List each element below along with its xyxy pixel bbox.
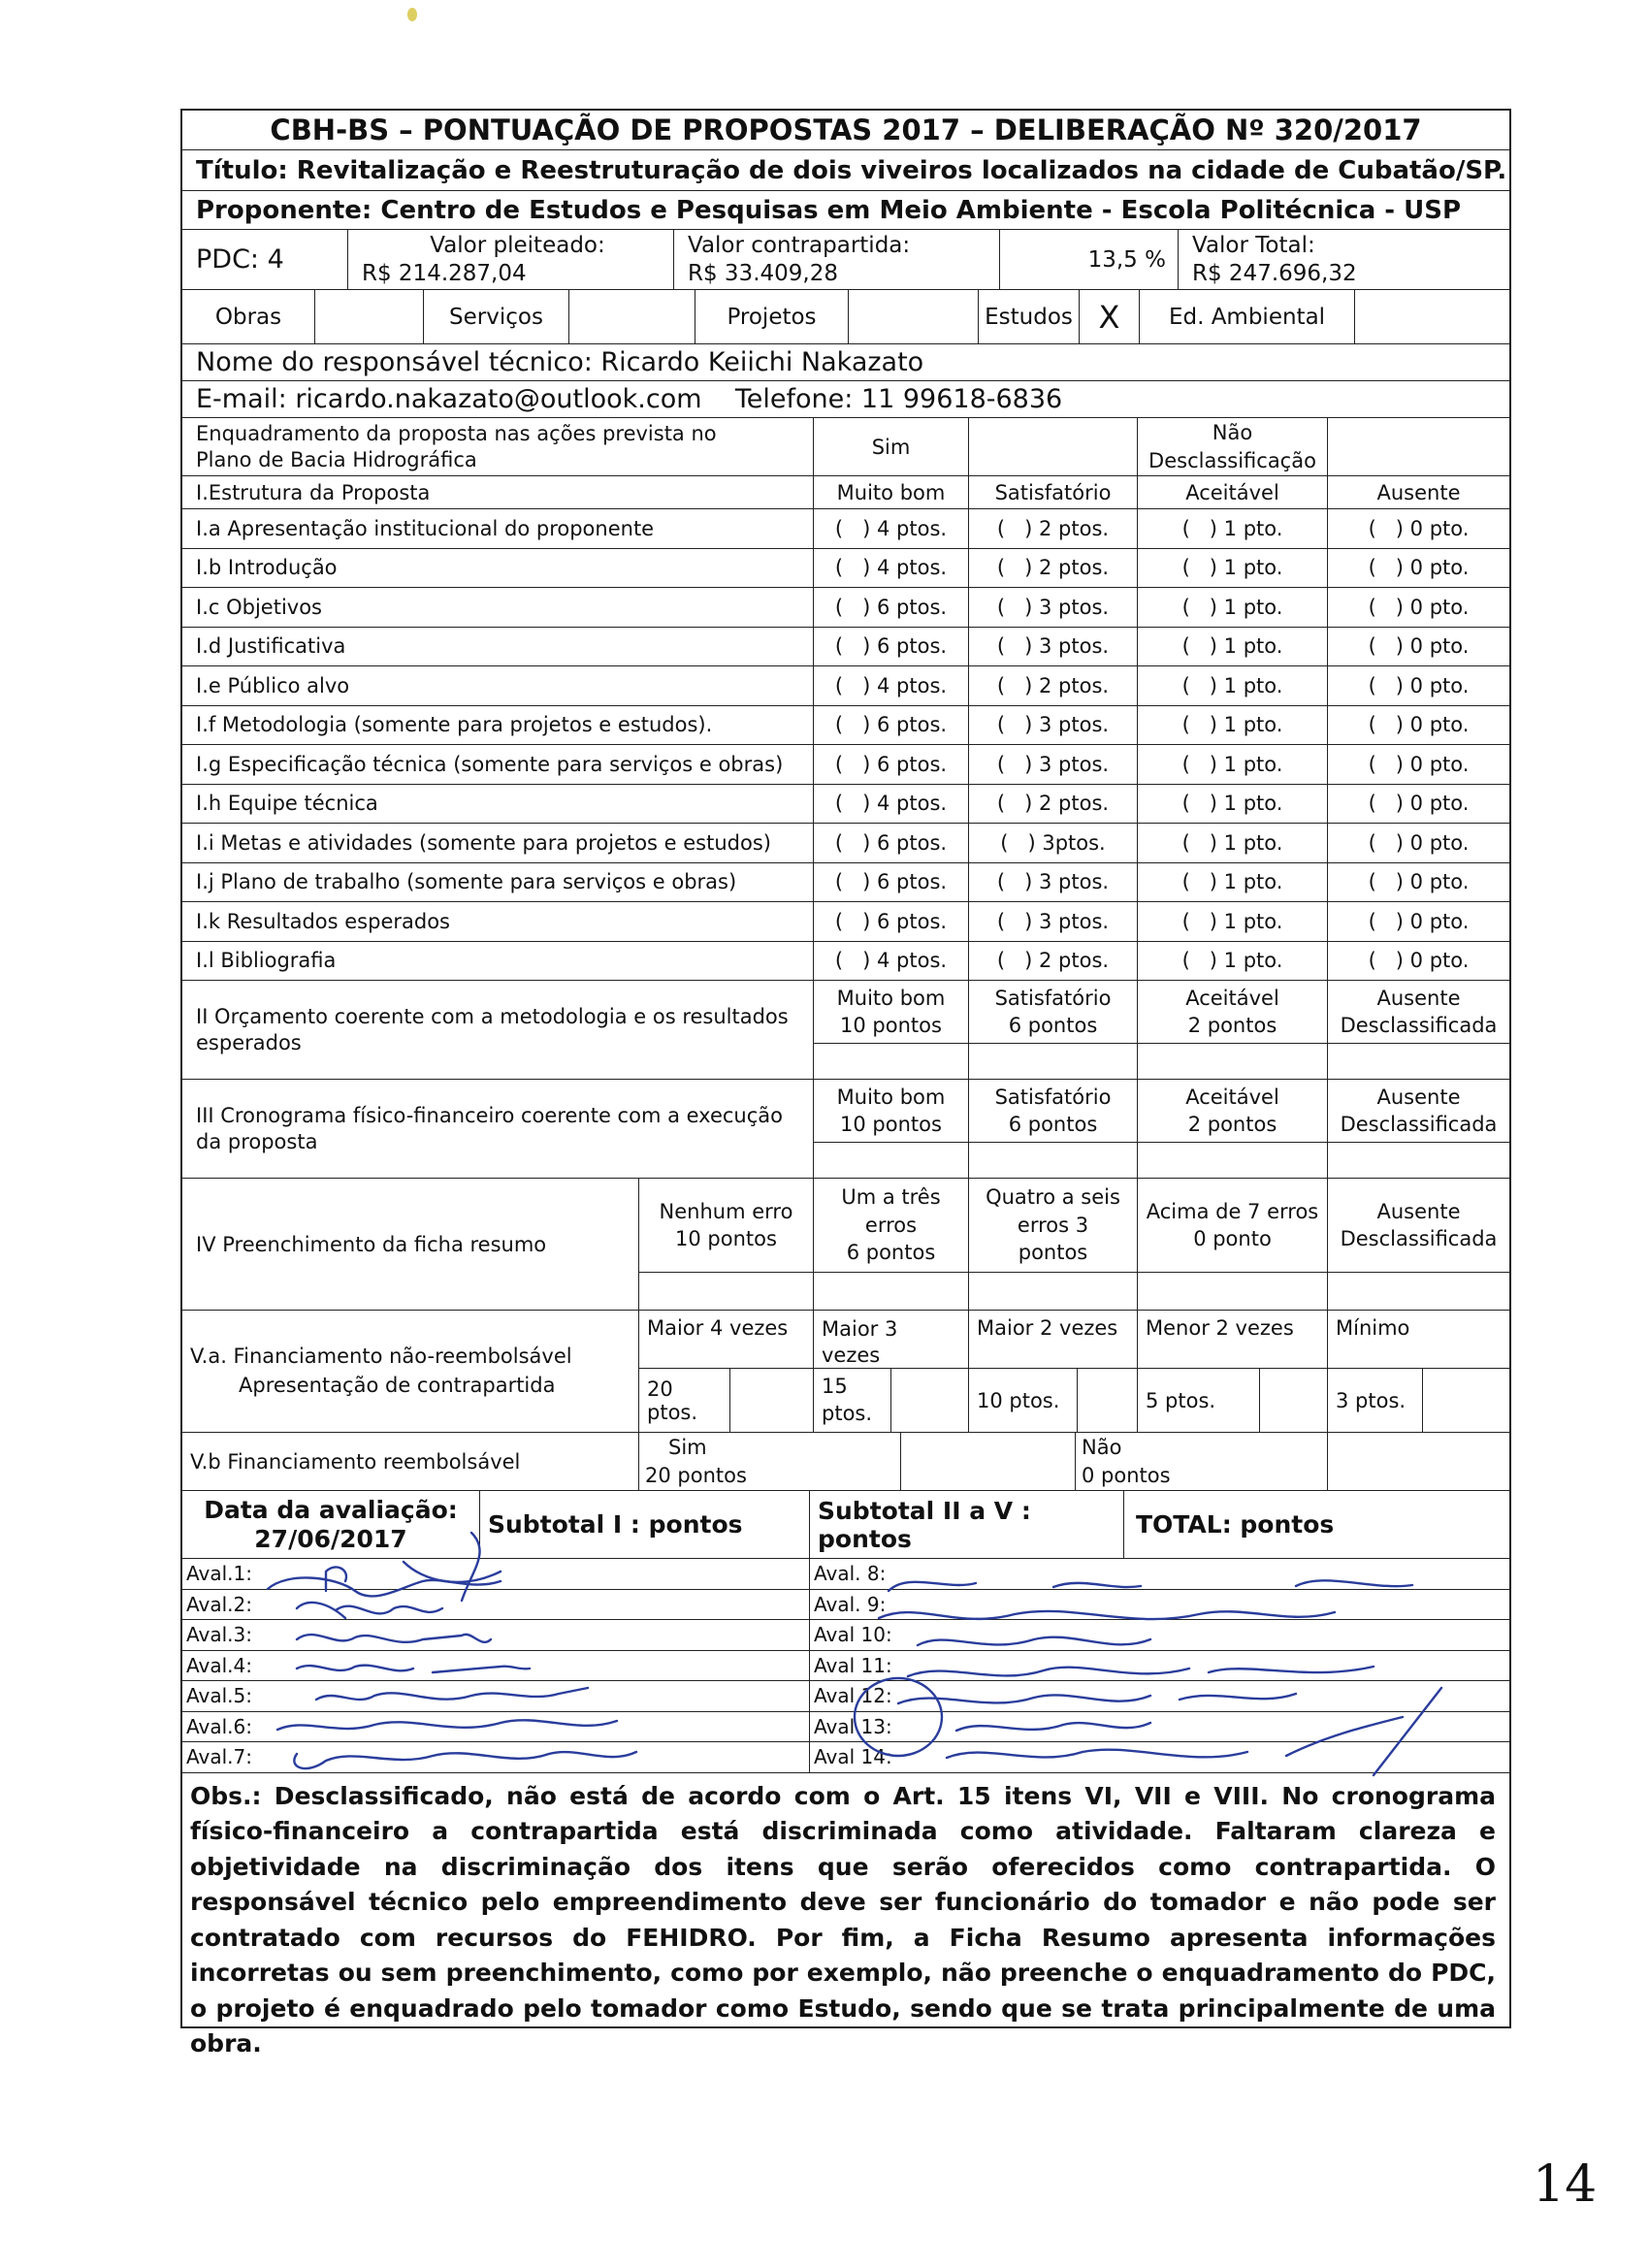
fin-h-menor2: Menor 2 vezes [1137, 1311, 1327, 1369]
criteria-row [182, 823, 1509, 862]
signature-aval-12 [898, 1694, 1296, 1703]
criteria-row [182, 587, 1509, 627]
orcamento-c3b: 2 pontos [1187, 1014, 1277, 1037]
orcamento-ausente-text [1328, 981, 1509, 1044]
signature-aval-5 [316, 1688, 588, 1700]
cat-servicos-box [568, 290, 695, 343]
enquadramento-desclass: Desclassificação [1148, 448, 1316, 472]
aval-right-label: Aval 10: [814, 1623, 892, 1647]
aval-left-label: Aval.2: [186, 1592, 252, 1616]
aval-right-label: Aval 13: [814, 1714, 892, 1738]
option-satisfatorio[interactable]: ( ) 3 ptos. [968, 628, 1137, 666]
enquadramento-label [182, 418, 813, 475]
cat-projetos-box [848, 290, 978, 343]
fin-h-maior3-a: Maior 3 [822, 1317, 898, 1341]
orcamento-c2b: 6 pontos [1008, 1014, 1098, 1037]
cat-obras-box [314, 290, 423, 343]
cronograma-c1b: 10 pontos [840, 1113, 942, 1136]
signature-aval-10 [918, 1637, 1150, 1645]
proponente: Proponente: Centro de Estudos e Pesquisas em Meio Ambiente - Escola Politécnica - USP [196, 195, 1462, 225]
criteria-label: I.i Metas e atividades (somente para projetos e estudos) [196, 830, 771, 855]
criteria-row [182, 784, 1509, 824]
option-ausente[interactable]: ( ) 0 pto. [1327, 902, 1509, 941]
header-muito-bom: Muito bom [813, 476, 968, 508]
signature-aval-8 [889, 1580, 1412, 1591]
option-ausente[interactable]: ( ) 0 pto. [1327, 942, 1509, 981]
cronograma-ausente [1327, 1080, 1509, 1178]
signature-aval-2 [297, 1603, 442, 1618]
aval-right-label: Aval 14: [814, 1745, 892, 1769]
option-satisfatorio[interactable]: ( ) 3 ptos. [968, 745, 1137, 784]
criteria-row [182, 941, 1509, 981]
contato-row [182, 380, 1509, 417]
option-aceitavel[interactable]: ( ) 1 pto. [1137, 902, 1327, 941]
obs-text: Obs.: Desclassificado, não está de acordo com o Art. 15 itens VI, VII e VIII. No cronograma físico-financeiro a contrapartida está discriminada como atividade. Faltaram clareza e objetividade na discriminação dos itens que serão oferecidos como contrapartida. O responsável técnico pelo empreendimento deve ser funcionário do tomador e não pode ser contratado com recursos do FEHIDRO. Por fim, a Ficha Resumo apresenta informações incorretas ou sem preenchimento, como por exemplo, não preenche o enquadramento do PDC, o projeto é enquadrado pelo tomador como Estudo, sendo que se trata principalmente de uma obra. [190, 1781, 1496, 2057]
valor-contrapartida: R$ 33.409,28 [688, 260, 838, 286]
aval-right-label: Aval. 9: [814, 1592, 887, 1616]
cronograma-muito-bom-text [814, 1080, 968, 1143]
valor-contrapartida-cell [673, 230, 999, 289]
preenchimento-nenhum [638, 1179, 813, 1310]
valor-total-cell [1178, 230, 1509, 289]
cat-ed-ambiental-box [1354, 290, 1509, 343]
signature-aval-7 [294, 1752, 636, 1768]
cronograma-aceitavel-text [1138, 1080, 1327, 1143]
criteria-row [182, 901, 1509, 941]
preenchimento-c2a: Quatro a seis [986, 1185, 1120, 1210]
cronograma-aceitavel [1137, 1080, 1327, 1178]
orcamento-aceitavel-text [1138, 981, 1327, 1044]
preenchimento-c0b: 10 pontos [675, 1227, 777, 1250]
option-ausente[interactable]: ( ) 0 pto. [1327, 785, 1509, 824]
preenchimento-quatro-a-seis [968, 1179, 1137, 1310]
preenchimento-um-a-tres-text [814, 1179, 968, 1273]
category-row [182, 289, 1509, 343]
orcamento-line1: II Orçamento coerente com a metodologia e os resultados [196, 1005, 789, 1029]
valor-pleiteado-label: Valor pleiteado: [430, 232, 605, 258]
orcamento-label [182, 981, 813, 1079]
preenchimento-ausente-text [1328, 1179, 1509, 1273]
orcamento-line2: esperados [196, 1030, 302, 1054]
criteria-row [182, 548, 1509, 588]
option-aceitavel[interactable]: ( ) 1 pto. [1137, 785, 1327, 824]
cat-estudos: Estudos [978, 290, 1079, 343]
preenchimento-c1c: 6 pontos [846, 1241, 936, 1265]
fin-v-15-a: 15 [822, 1375, 848, 1399]
criteria-row [182, 744, 1509, 784]
fin-h-maior4: Maior 4 vezes [638, 1311, 813, 1369]
option-aceitavel[interactable]: ( ) 1 pto. [1137, 666, 1327, 705]
option-satisfatorio[interactable]: ( ) 2 ptos. [968, 942, 1137, 981]
orcamento-muito-bom [813, 981, 968, 1079]
values-row [182, 229, 1509, 289]
financiamento-nr-line2: Apresentação de contrapartida [239, 1373, 556, 1397]
fin-h-maior3-b: vezes [822, 1344, 881, 1368]
option-aceitavel[interactable]: ( ) 1 pto. [1137, 628, 1327, 666]
preenchimento-c4a: Ausente [1376, 1199, 1461, 1223]
financiamento-r-nao-label: Não [1082, 1436, 1122, 1460]
financiamento-r-label: V.b Financiamento reembolsável [190, 1449, 521, 1474]
header-aceitavel: Aceitável [1137, 476, 1327, 508]
criteria-row [182, 705, 1509, 745]
option-satisfatorio[interactable]: ( ) 3 ptos. [968, 706, 1137, 745]
option-muito-bom[interactable]: ( ) 6 ptos. [813, 902, 968, 941]
percent: 13,5 % [999, 230, 1178, 289]
fin-v-5-box[interactable] [1259, 1369, 1327, 1432]
preenchimento-c2b: erros 3 [1017, 1213, 1089, 1237]
criteria-label: I.c Objetivos [196, 595, 322, 619]
option-aceitavel[interactable]: ( ) 1 pto. [1137, 863, 1327, 902]
financiamento-r-nao-box[interactable] [1327, 1433, 1509, 1490]
cat-projetos: Projetos [695, 290, 848, 343]
cronograma-line2: da proposta [196, 1129, 318, 1153]
option-ausente[interactable]: ( ) 0 pto. [1327, 824, 1509, 862]
option-muito-bom[interactable]: ( ) 6 ptos. [813, 863, 968, 902]
option-satisfatorio[interactable]: ( ) 3 ptos. [968, 588, 1137, 627]
option-aceitavel[interactable]: ( ) 1 pto. [1137, 745, 1327, 784]
project-title: Título: Revitalização e Reestruturação de dois viveiros localizados na cidade de Cubatão/SP. [196, 155, 1507, 185]
fin-v-20: 20 ptos. [638, 1369, 729, 1432]
preenchimento-c4b: Desclassificada [1340, 1227, 1498, 1250]
enquadramento-nao-cell [1137, 418, 1327, 475]
preenchimento-nenhum-text [639, 1179, 813, 1273]
orcamento-c1a: Muito bom [836, 986, 946, 1010]
criteria-label: I.f Metodologia (somente para projetos e estudos). [196, 713, 713, 737]
cronograma-label [182, 1080, 813, 1178]
valor-pleiteado: R$ 214.287,04 [362, 260, 527, 286]
option-aceitavel[interactable]: ( ) 1 pto. [1137, 509, 1327, 548]
cronograma-ausente-text [1328, 1080, 1509, 1143]
option-ausente[interactable]: ( ) 0 pto. [1327, 863, 1509, 902]
preenchimento-c1a: Um a três [841, 1185, 941, 1210]
criteria-label: I.e Público alvo [196, 673, 350, 697]
aval-left-label: Aval.1: [186, 1562, 252, 1586]
signature-aval-6 [277, 1720, 617, 1730]
fin-v-15-b: ptos. [822, 1401, 873, 1425]
criteria-row [182, 627, 1509, 666]
orcamento-row [182, 980, 1509, 1079]
financiamento-r-sim-box[interactable] [900, 1433, 1075, 1490]
option-aceitavel[interactable]: ( ) 1 pto. [1137, 549, 1327, 588]
date-scribble [404, 1533, 501, 1601]
criteria-label: I.a Apresentação institucional do proponente [196, 516, 655, 540]
financiamento-nr-label [182, 1311, 638, 1432]
option-ausente[interactable]: ( ) 0 pto. [1327, 588, 1509, 627]
signature-aval-3 [297, 1635, 491, 1642]
fin-v-15 [813, 1369, 890, 1432]
pdc: PDC: 4 [196, 244, 284, 275]
enquadramento-sim: Sim [813, 418, 968, 475]
criteria-label: I.g Especificação técnica (somente para serviços e obras) [196, 752, 784, 776]
orcamento-muito-bom-text [814, 981, 968, 1044]
orcamento-ausente [1327, 981, 1509, 1079]
fin-h-minimo: Mínimo [1327, 1311, 1509, 1369]
cat-ed-ambiental: Ed. Ambiental [1139, 290, 1354, 343]
financiamento-r-nao-pts: 0 pontos [1082, 1463, 1171, 1487]
aval-right-label: Aval 11: [814, 1653, 892, 1677]
orcamento-c1b: 10 pontos [840, 1014, 942, 1037]
option-muito-bom[interactable]: ( ) 6 ptos. [813, 745, 968, 784]
estrutura-header-row [182, 475, 1509, 508]
option-muito-bom[interactable]: ( ) 6 ptos. [813, 706, 968, 745]
preenchimento-c2c: pontos [1018, 1241, 1088, 1265]
preenchimento-c1b: erros [864, 1213, 918, 1237]
financiamento-r-sim-pts: 20 pontos [645, 1463, 747, 1487]
enquadramento-line1: Enquadramento da proposta nas ações prevista no [196, 422, 717, 446]
option-ausente[interactable]: ( ) 0 pto. [1327, 509, 1509, 548]
preenchimento-row [182, 1178, 1509, 1310]
option-aceitavel[interactable]: ( ) 1 pto. [1137, 588, 1327, 627]
estrutura-label: I.Estrutura da Proposta [196, 480, 431, 504]
option-muito-bom[interactable]: ( ) 6 ptos. [813, 824, 968, 862]
valor-pleiteado-cell [347, 230, 673, 289]
proponente-row [182, 190, 1509, 229]
preenchimento-c3a: Acima de 7 erros [1146, 1199, 1319, 1223]
aval-right-label: Aval. 8: [814, 1562, 887, 1586]
signature-aval-13 [956, 1723, 1150, 1731]
orcamento-c3a: Aceitável [1185, 986, 1279, 1010]
valor-contrapartida-label: Valor contrapartida: [688, 232, 911, 258]
cronograma-muito-bom [813, 1080, 968, 1178]
option-satisfatorio[interactable]: ( ) 2 ptos. [968, 785, 1137, 824]
cronograma-satisfatorio [968, 1080, 1137, 1178]
preenchimento-acima-7-text [1138, 1179, 1327, 1273]
valor-total: R$ 247.696,32 [1192, 260, 1357, 286]
data-label: Data da avaliação: [204, 1495, 458, 1524]
enquadramento-nao: Não [1212, 421, 1253, 445]
option-satisfatorio[interactable]: ( ) 2 ptos. [968, 666, 1137, 705]
cat-estudos-mark: X [1079, 290, 1139, 343]
cronograma-c3a: Aceitável [1185, 1085, 1279, 1109]
form-title-row [182, 111, 1509, 149]
criteria-label: I.b Introdução [196, 556, 338, 580]
cat-obras: Obras [214, 304, 282, 330]
option-aceitavel[interactable]: ( ) 1 pto. [1137, 942, 1327, 981]
option-ausente[interactable]: ( ) 0 pto. [1327, 628, 1509, 666]
orcamento-satisfatorio [968, 981, 1137, 1079]
option-muito-bom[interactable]: ( ) 4 ptos. [813, 785, 968, 824]
fin-v-10-box[interactable] [1077, 1369, 1137, 1432]
financiamento-r-sim [638, 1433, 900, 1490]
criteria-label: I.k Resultados esperados [196, 909, 450, 933]
signature-aval-4 [297, 1666, 530, 1672]
cronograma-c4b: Desclassificada [1340, 1113, 1498, 1136]
aval-left-label: Aval.4: [186, 1653, 252, 1677]
signature-aval-11 [908, 1667, 1374, 1676]
option-satisfatorio[interactable]: ( ) 2 ptos. [968, 509, 1137, 548]
fin-v-5: 5 ptos. [1137, 1369, 1259, 1432]
aval-right-label: Aval 12: [814, 1684, 892, 1708]
cronograma-line1: III Cronograma físico-financeiro coerente com a execução [196, 1104, 783, 1128]
contato: E-mail: ricardo.nakazato@outlook.com Telefone: 11 99618-6836 [196, 384, 1063, 414]
cronograma-c2b: 6 pontos [1008, 1113, 1098, 1136]
financiamento-nr-line1: V.a. Financiamento não-reembolsável [190, 1345, 572, 1369]
paper-speck [407, 8, 417, 21]
orcamento-aceitavel [1137, 981, 1327, 1079]
fin-v-3-box[interactable] [1422, 1369, 1509, 1432]
preenchimento-c3b: 0 ponto [1193, 1227, 1272, 1250]
cronograma-c1a: Muito bom [836, 1085, 946, 1109]
financiamento-r-nao [1075, 1433, 1327, 1490]
option-muito-bom[interactable]: ( ) 6 ptos. [813, 588, 968, 627]
criteria-label: I.d Justificativa [196, 634, 346, 659]
option-satisfatorio[interactable]: ( ) 2 ptos. [968, 549, 1137, 588]
form-title: CBH-BS – PONTUAÇÃO DE PROPOSTAS 2017 – DELIBERAÇÃO Nº 320/2017 [270, 113, 1422, 146]
page-number: 14 [1533, 2155, 1598, 2214]
preenchimento-acima-7 [1137, 1179, 1327, 1310]
preenchimento-quatro-a-seis-text [969, 1179, 1137, 1273]
enquadramento-line2: Plano de Bacia Hidrográfica [196, 447, 477, 471]
option-aceitavel[interactable]: ( ) 1 pto. [1137, 706, 1327, 745]
aval-left-label: Aval.3: [186, 1623, 252, 1647]
enquadramento-sim-box [968, 418, 1137, 475]
titulo-row [182, 149, 1509, 190]
fin-h-maior3 [813, 1311, 968, 1369]
option-ausente[interactable]: ( ) 0 pto. [1327, 549, 1509, 588]
option-muito-bom[interactable]: ( ) 4 ptos. [813, 666, 968, 705]
cronograma-c4a: Ausente [1376, 1085, 1461, 1109]
signature-flourish [855, 1678, 942, 1756]
option-satisfatorio[interactable]: ( ) 3ptos. [968, 824, 1137, 862]
valor-total-label: Valor Total: [1192, 232, 1315, 258]
fin-v-15-box[interactable] [890, 1369, 968, 1432]
criteria-row [182, 508, 1509, 548]
aval-left-label: Aval.7: [186, 1745, 252, 1769]
preenchimento-label: IV Preenchimento da ficha resumo [196, 1232, 547, 1256]
orcamento-c4a: Ausente [1376, 986, 1461, 1010]
aval-left-label: Aval.6: [186, 1714, 252, 1738]
preenchimento-ausente [1327, 1179, 1509, 1310]
header-satisfatorio: Satisfatório [968, 476, 1137, 508]
signature-aval-9 [879, 1611, 1335, 1619]
option-muito-bom[interactable]: ( ) 4 ptos. [813, 549, 968, 588]
orcamento-c2a: Satisfatório [994, 986, 1112, 1010]
enquadramento-nao-box [1327, 418, 1509, 475]
option-muito-bom[interactable]: ( ) 6 ptos. [813, 628, 968, 666]
criteria-label: I.h Equipe técnica [196, 792, 378, 816]
criteria-label: I.j Plano de trabalho (somente para serviços e obras) [196, 870, 737, 894]
cat-servicos: Serviços [423, 290, 568, 343]
subtotal-1: Subtotal I : pontos [479, 1491, 809, 1558]
fin-v-10: 10 ptos. [968, 1369, 1077, 1432]
option-ausente[interactable]: ( ) 0 pto. [1327, 706, 1509, 745]
signatures-overlay [180, 1494, 1558, 1814]
aval-left-label: Aval.5: [186, 1684, 252, 1708]
option-muito-bom[interactable]: ( ) 4 ptos. [813, 942, 968, 981]
criteria-row [182, 665, 1509, 705]
cronograma-c3b: 2 pontos [1187, 1113, 1277, 1136]
financiamento-nr-row [182, 1310, 1509, 1432]
responsavel-row [182, 343, 1509, 380]
responsavel: Nome do responsável técnico: Ricardo Keiichi Nakazato [196, 347, 924, 377]
fin-v-20-box[interactable] [729, 1369, 813, 1432]
fin-h-maior2: Maior 2 vezes [968, 1311, 1137, 1369]
cronograma-satisfatorio-text [969, 1080, 1137, 1143]
option-ausente[interactable]: ( ) 0 pto. [1327, 745, 1509, 784]
financiamento-r-sim-label: Sim [668, 1436, 707, 1460]
option-ausente[interactable]: ( ) 0 pto. [1327, 666, 1509, 705]
data-value: 27/06/2017 [254, 1524, 407, 1553]
criteria-label: I.l Bibliografia [196, 949, 337, 973]
preenchimento-c0a: Nenhum erro [659, 1199, 793, 1223]
orcamento-c4b: Desclassificada [1340, 1014, 1498, 1037]
financiamento-r-row [182, 1432, 1509, 1490]
cronograma-c2a: Satisfatório [994, 1085, 1112, 1109]
option-aceitavel[interactable]: ( ) 1 pto. [1137, 824, 1327, 862]
option-satisfatorio[interactable]: ( ) 3 ptos. [968, 863, 1137, 902]
cronograma-row [182, 1079, 1509, 1178]
orcamento-satisfatorio-text [969, 981, 1137, 1044]
option-muito-bom[interactable]: ( ) 4 ptos. [813, 509, 968, 548]
enquadramento-row [182, 417, 1509, 475]
option-satisfatorio[interactable]: ( ) 3 ptos. [968, 902, 1137, 941]
preenchimento-um-a-tres [813, 1179, 968, 1310]
total: TOTAL: pontos [1123, 1491, 1509, 1558]
subtotal-2: Subtotal II a V : pontos [809, 1491, 1123, 1558]
header-ausente: Ausente [1327, 476, 1509, 508]
fin-v-3: 3 ptos. [1327, 1369, 1422, 1432]
criteria-row [182, 862, 1509, 902]
